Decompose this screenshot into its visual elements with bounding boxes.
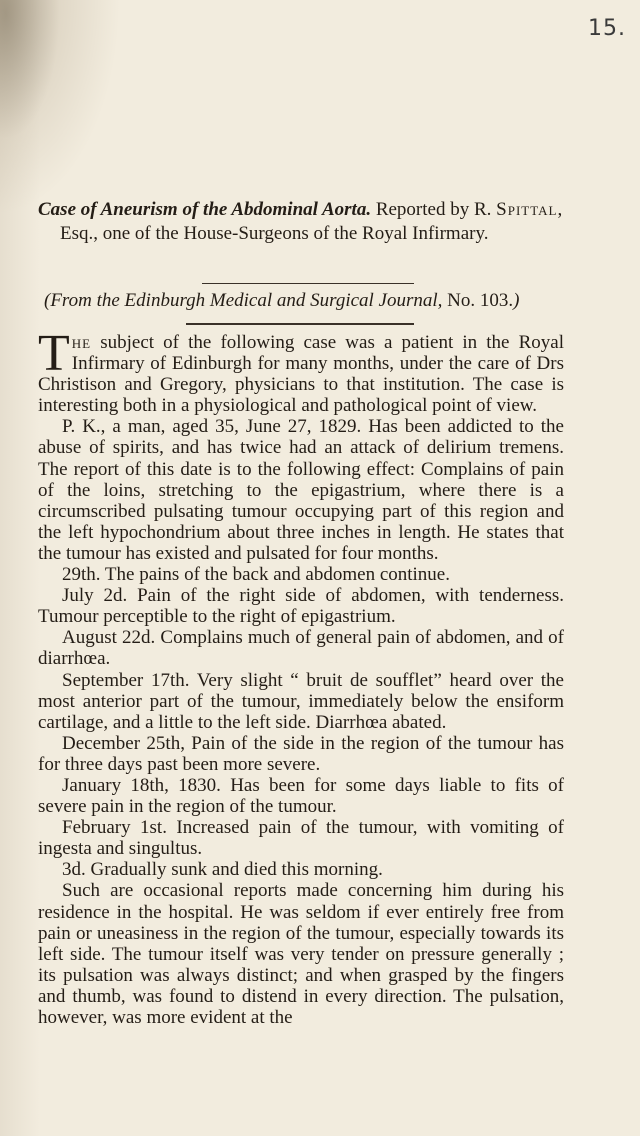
page-number: 15. bbox=[588, 16, 626, 41]
source-journal: (From the Edinburgh Medical and Surgical Journal, bbox=[44, 290, 443, 311]
title-reporter: Reported by R. bbox=[371, 199, 492, 220]
intro-text: subject of the following case was a patient in the Royal Infirmary of Edinburgh for many months, under the care of Drs Christison and Gregory, physicians to that institution. The case is interesting both in a physiological and pathological point of view. bbox=[38, 332, 564, 417]
title-italic: Case of Aneurism of the Abdominal Aorta. bbox=[38, 199, 372, 220]
paragraph-entry-29th: 29th. The pains of the back and abdomen continue. bbox=[62, 564, 450, 586]
paragraph-intro bbox=[38, 325, 564, 417]
title-affiliation: , Esq., one of the House-Surgeons of the Royal Infirmary. bbox=[60, 199, 563, 244]
paragraph-summary: Such are occasional reports made concerning him during his residence in the hospital. He was seldom if ever entirely free from pain or uneasiness in the region of the tumour, especially towards its left side. The tumour itself was very tender on pressure generally ; its pulsation was always distinct; and when grasped by the fingers and thumb, was found to distend in every direction. The pulsation, however, was more evident at the bbox=[38, 880, 564, 1028]
source-citation bbox=[44, 290, 519, 312]
author-name: Spittal bbox=[496, 199, 558, 220]
article-heading bbox=[38, 198, 578, 246]
paragraph-entry-september: September 17th. Very slight “ bruit de soufflet” heard over the most anterior part of the tumour, immediately below the ensiform cartilage, and a little to the left side. Diarrhœa abated. bbox=[38, 669, 564, 733]
divider-rule-top bbox=[202, 283, 414, 284]
drop-cap: T bbox=[38, 325, 70, 382]
article-body bbox=[38, 325, 564, 1028]
paragraph-entry-february: February 1st. Increased pain of the tumour, with vomiting of ingesta and singultus. bbox=[38, 817, 564, 860]
source-number: No. 103. bbox=[442, 290, 514, 311]
page-stain bbox=[0, 0, 60, 140]
paragraph-entry-august: August 22d. Complains much of general pain of abdomen, and of diarrhœa. bbox=[38, 627, 564, 670]
paragraph-entry-january: January 18th, 1830. Has been for some days liable to fits of severe pain in the region of the tumour. bbox=[38, 774, 564, 818]
divider-rule-bottom bbox=[186, 323, 414, 325]
paragraph-case-history: P. K., a man, aged 35, June 27, 1829. Has been addicted to the abuse of spirits, and has twice had an attack of delirium tremens. The report of this date is to the following effect: Complains of pain of the loins, stretching to the epigastrium, where there is a circumscribed pulsating tumour occupying part of this region and the left hypochondrium about three inches in length. He states that the tumour has existed and pulsated for four months. bbox=[38, 416, 564, 564]
paragraph-entry-3d: 3d. Gradually sunk and died this morning. bbox=[62, 859, 383, 881]
paragraph-entry-december: December 25th, Pain of the side in the region of the tumour has for three days past been more severe. bbox=[38, 732, 564, 775]
first-word: he bbox=[71, 332, 92, 353]
article-title bbox=[38, 198, 578, 246]
paragraph-entry-july: July 2d. Pain of the right side of abdomen, with tenderness. Tumour perceptible to the right of epigastrium. bbox=[38, 585, 564, 628]
source-close: ) bbox=[513, 290, 520, 311]
